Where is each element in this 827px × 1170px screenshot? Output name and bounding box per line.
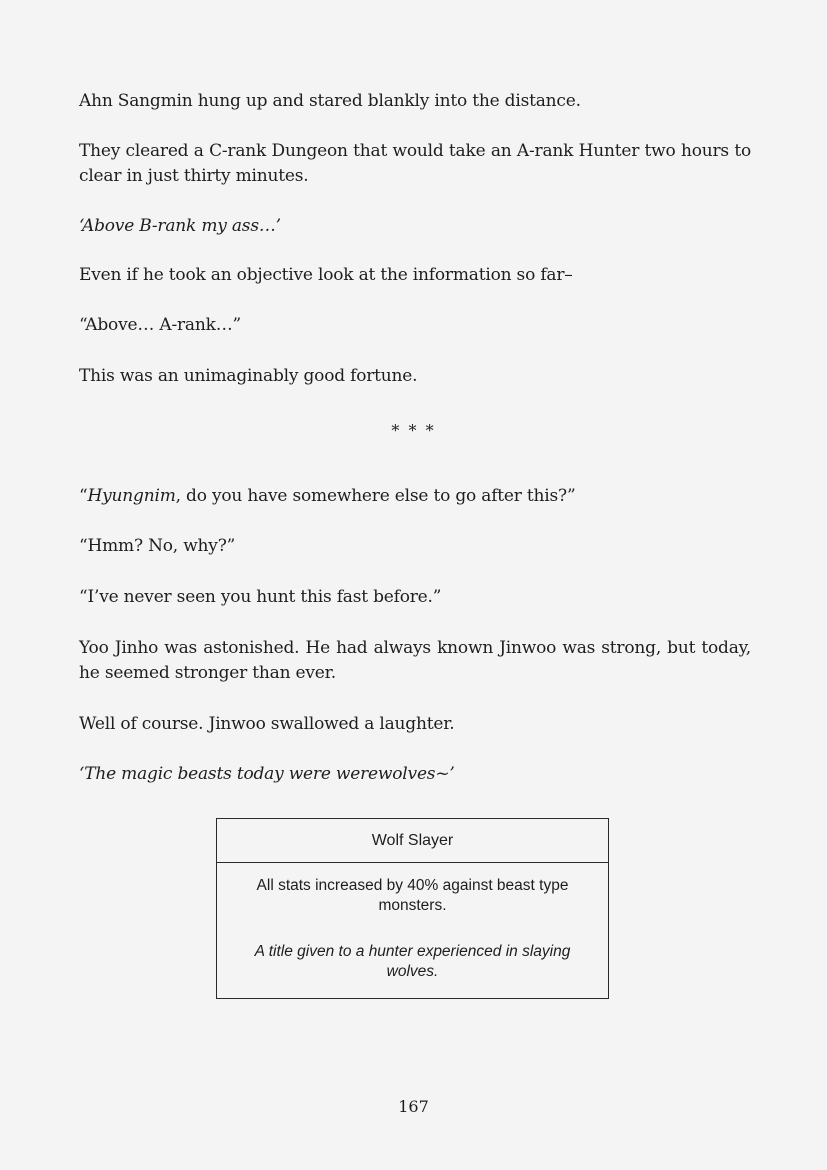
scene-break [0, 421, 827, 440]
scene-break-marker: * * * [391, 421, 436, 440]
paragraph: They cleared a C-rank Dungeon that would take an A-rank Hunter two hours to clear in just thirty minutes. [79, 141, 751, 186]
paragraph: This was an unimaginably good fortune. [79, 366, 418, 386]
system-title-box [216, 818, 609, 999]
paragraph: Well of course. Jinwoo swallowed a laughter. [79, 714, 455, 734]
dialogue: “Above… A-rank…” [79, 315, 241, 335]
paragraph: Ahn Sangmin hung up and stared blankly into the distance. [79, 91, 581, 111]
inner-thought: ‘The magic beasts today were werewolves~’ [79, 764, 455, 784]
paragraph: Yoo Jinho was astonished. He had always known Jinwoo was strong, but today, he seemed stronger than ever. [79, 638, 751, 683]
title-description: A title given to a hunter experienced in slaying wolves. [254, 943, 571, 980]
dialogue-rest: , do you have somewhere else to go after this?” [175, 486, 576, 506]
dialogue: “Hmm? No, why?” [79, 536, 236, 556]
inner-thought: ‘Above B-rank my ass…’ [79, 216, 281, 236]
page-number: 167 [398, 1097, 429, 1116]
title-effect: All stats increased by 40% against beast type monsters. [256, 877, 569, 914]
quote-open: “ [79, 486, 88, 506]
honorific: Hyungnim [87, 486, 176, 506]
title-name: Wolf Slayer [217, 819, 608, 863]
dialogue: “I’ve never seen you hunt this fast before.” [79, 587, 442, 607]
paragraph: Even if he took an objective look at the information so far– [79, 265, 573, 285]
dialogue [79, 484, 751, 509]
